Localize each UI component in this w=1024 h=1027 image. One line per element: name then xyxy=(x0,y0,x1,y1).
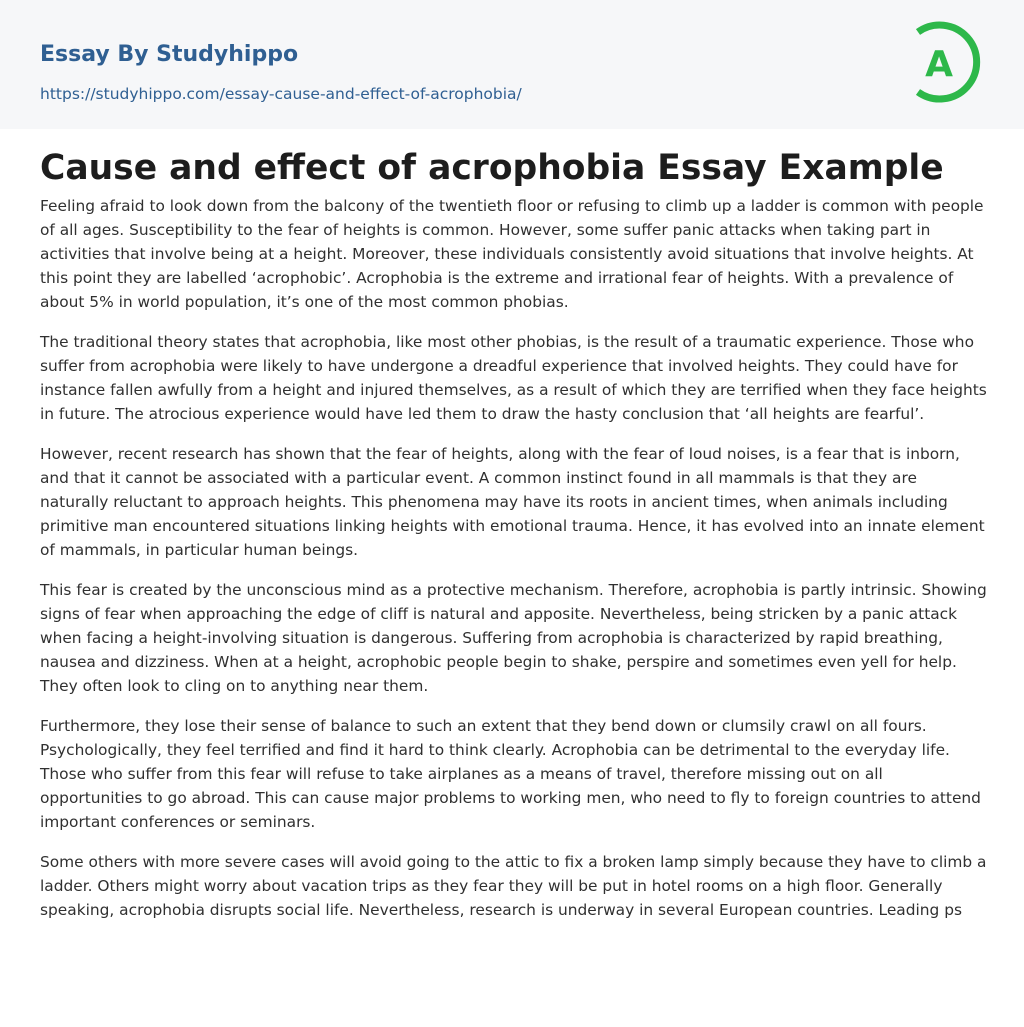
page-title: Cause and effect of acrophobia Essay Example xyxy=(40,148,944,188)
page-url-link[interactable]: https://studyhippo.com/essay-cause-and-effect-of-acrophobia/ xyxy=(40,85,522,103)
paragraph: However, recent research has shown that the fear of heights, along with the fear of loud noises, is a fear that is inborn, and that it cannot be associated with a particular event. A common instinct found in all mammals is that they are naturally reluctant to approach heights. This phenomena may have its roots in ancient times, when animals including primitive man encountered situations linking heights with emotional trauma. Hence, it has evolved into an innate element of mammals, in particular human beings. xyxy=(40,445,985,559)
article-body xyxy=(40,194,990,938)
paragraph: Some others with more severe cases will avoid going to the attic to fix a broken lamp simply because they have to climb a ladder. Others might worry about vacation trips as they fear they will be put in hotel rooms on a high floor. Generally speaking, acrophobia disrupts social life. Nevertheless, research is underway in several European countries. Leading ps xyxy=(40,853,987,919)
paragraph: Furthermore, they lose their sense of balance to such an extent that they bend down or clumsily crawl on all fours. Psychologically, they feel terrified and find it hard to think clearly. Acrophobia can be detrimental to the everyday life. Those who suffer from this fear will refuse to take airplanes as a means of travel, therefore missing out on all opportunities to go abroad. This can cause major problems to working men, who need to fly to foreign countries to attend important conferences or seminars. xyxy=(40,717,981,831)
studyhippo-logo[interactable] xyxy=(904,18,988,106)
site-header xyxy=(0,0,1024,129)
paragraph: Feeling afraid to look down from the balcony of the twentieth floor or refusing to climb up a ladder is common with people of all ages. Susceptibility to the fear of heights is common. However, some suffer panic attacks when taking part in activities that involve being at a height. Moreover, these individuals consistently avoid situations that involve heights. At this point they are labelled ‘acrophobic’. Acrophobia is the extreme and irrational fear of heights. With a prevalence of about 5% in world population, it’s one of the most common phobias. xyxy=(40,197,984,311)
logo-icon xyxy=(904,18,988,106)
paragraph: This fear is created by the unconscious mind as a protective mechanism. Therefore, acrophobia is partly intrinsic. Showing signs of fear when approaching the edge of cliff is natural and apposite. Nevertheless, being stricken by a panic attack when facing a height-involving situation is dangerous. Suffering from acrophobia is characterized by rapid breathing, nausea and dizziness. When at a height, acrophobic people begin to shake, perspire and sometimes even yell for help. They often look to cling on to anything near them. xyxy=(40,581,987,695)
site-brand[interactable]: Essay By Studyhippo xyxy=(40,42,299,67)
paragraph: The traditional theory states that acrophobia, like most other phobias, is the result of a traumatic experience. Those who suffer from acrophobia were likely to have undergone a dreadful experience that involved heights. They could have for instance fallen awfully from a height and injured themselves, as a result of which they are terrified when they face heights in future. The atrocious experience would have led them to draw the hasty conclusion that ‘all heights are fearful’. xyxy=(40,333,987,423)
logo-letter: A xyxy=(925,44,953,85)
